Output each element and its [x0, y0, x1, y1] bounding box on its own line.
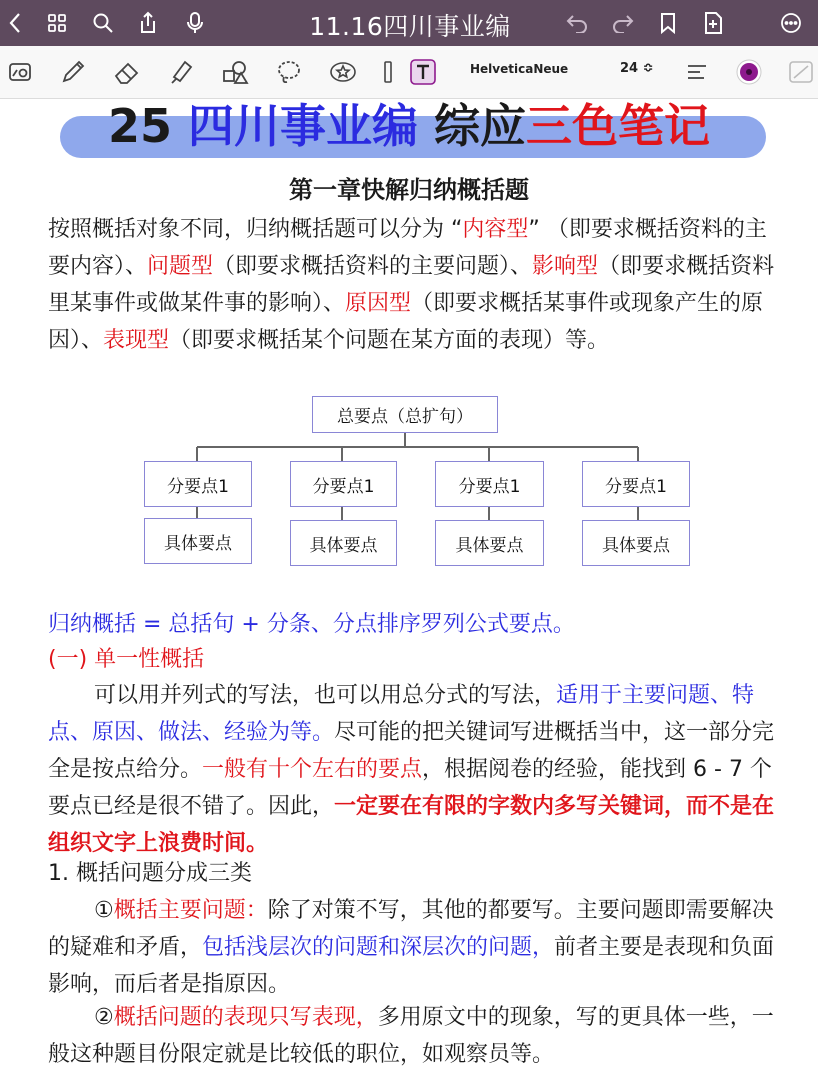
- problem-type-2-paragraph: [48, 999, 778, 1073]
- lasso-icon[interactable]: [4, 56, 38, 88]
- share-icon[interactable]: [133, 8, 163, 38]
- p1-text-2: 尽可能的把关键词写进概括当中，这一部分完全是按点给分。: [48, 720, 775, 782]
- p3-text-1: 多用原文中的现象，写的更具体一些，一般这种题目份限定就是比较低的职位，如观察员等。: [48, 1005, 774, 1067]
- text-tool-icon[interactable]: [406, 56, 440, 88]
- subheading-problem-types: 1. 概括问题分成三类: [48, 861, 252, 886]
- ruler-icon[interactable]: [378, 56, 398, 88]
- chapter-title: 第一章快解归纳概括题: [289, 176, 529, 204]
- page-heading: [0, 96, 818, 156]
- p1-red-bold-text: 一定要在有限的字数内多写关键词，而不是在组织文字上浪费时间。: [48, 794, 775, 856]
- section-heading-single: (一) 单一性概括: [48, 647, 205, 672]
- font-size-selector[interactable]: 24 ≎: [620, 61, 654, 76]
- document-title: 11.16四川事业编: [309, 12, 511, 41]
- redo-icon[interactable]: [608, 8, 638, 38]
- intro-text-3: （即要求概括资料的主要问题）、: [213, 254, 533, 279]
- lasso-select-icon[interactable]: [272, 56, 306, 88]
- p1-blue-text: 适用于主要问题、特点、原因、做法、经验为等。: [48, 683, 755, 745]
- p1-text-3: ，根据阅卷的经验，能找到 6 - 7 个要点已经是很不错了。因此，: [48, 757, 772, 819]
- eraser-icon[interactable]: [110, 56, 144, 88]
- intro-type-content: 内容型: [462, 217, 529, 242]
- color-dot[interactable]: [732, 56, 766, 88]
- grid-icon[interactable]: [42, 8, 72, 38]
- sidebar-icon[interactable]: [784, 56, 818, 88]
- intro-type-cause: 原因型: [345, 291, 412, 316]
- drawing-toolbar: [0, 46, 818, 99]
- p3-red-text: 概括问题的表现只写表现，: [113, 1005, 378, 1030]
- heading-black-text: 综应: [418, 99, 527, 153]
- p3-number: ②: [94, 1005, 114, 1030]
- formula-line: 归纳概括 = 总括句 + 分条、分点排序罗列公式要点。: [48, 612, 575, 637]
- p2-red-text: 概括主要问题：: [113, 898, 268, 923]
- intro-text-6: （即要求概括某个问题在某方面的表现）等。: [169, 328, 610, 353]
- intro-paragraph: [48, 211, 778, 359]
- diagram-top-box: 总要点（总扩句）: [312, 396, 498, 433]
- diagram-mid-box-2: 分要点1: [290, 461, 397, 507]
- p1-text-1: 可以用并列式的写法，也可以用总分式的写法，: [94, 683, 557, 708]
- add-page-icon[interactable]: [698, 8, 728, 38]
- diagram-mid-box-3: 分要点1: [435, 461, 544, 507]
- intro-text-5: （即要求概括某事件或现象产生的原因）、: [48, 291, 764, 353]
- font-name-selector[interactable]: HelveticaNeue: [470, 62, 569, 76]
- p2-blue-text: 包括浅层次的问题和深层次的问题，: [202, 935, 555, 960]
- diagram-bottom-box-2: 具体要点: [290, 520, 397, 566]
- intro-text-4: （即要求概括资料里某事件或做某件事的影响）、: [48, 254, 775, 316]
- undo-icon[interactable]: [562, 8, 592, 38]
- microphone-icon[interactable]: [180, 8, 210, 38]
- p2-number: ①: [94, 898, 114, 923]
- heading-number: 25: [107, 99, 188, 153]
- search-icon[interactable]: [88, 8, 118, 38]
- highlighter-icon[interactable]: [164, 56, 198, 88]
- diagram-mid-box-1: 分要点1: [144, 461, 252, 507]
- diagram-bottom-box-4: 具体要点: [582, 520, 690, 566]
- diagram-mid-box-4: 分要点1: [582, 461, 690, 507]
- p2-text-1: 除了对策不写，其他的都要写。主要问题即需要解决的疑难和矛盾，: [48, 898, 774, 960]
- title-bar: [0, 0, 818, 46]
- intro-type-manifestation: 表现型: [103, 328, 170, 353]
- sticker-icon[interactable]: [326, 56, 360, 88]
- diagram-bottom-box-1: 具体要点: [144, 518, 252, 564]
- pen-icon[interactable]: [56, 56, 90, 88]
- p1-red-text-1: 一般有十个左右的要点: [202, 757, 423, 782]
- problem-type-1-paragraph: [48, 892, 778, 1003]
- chevron-left-icon[interactable]: [0, 8, 30, 38]
- shapes-icon[interactable]: [218, 56, 252, 88]
- intro-text-1: 按照概括对象不同，归纳概括题可以分为 “: [48, 217, 463, 242]
- more-icon[interactable]: [776, 8, 806, 38]
- align-icon[interactable]: [680, 56, 714, 88]
- p2-text-2: 前者主要是表现和负面影响，而后者是指原因。: [48, 935, 775, 997]
- intro-text-2: ” （即要求概括资料的主要内容）、: [48, 217, 767, 279]
- diagram-bottom-box-3: 具体要点: [435, 520, 544, 566]
- single-summary-paragraph: [48, 677, 778, 862]
- heading-red-text: 三色笔记: [526, 99, 711, 153]
- heading-blue-text: 四川事业编: [188, 99, 418, 153]
- intro-type-impact: 影响型: [532, 254, 599, 279]
- bookmark-icon[interactable]: [653, 8, 683, 38]
- intro-type-problem: 问题型: [147, 254, 214, 279]
